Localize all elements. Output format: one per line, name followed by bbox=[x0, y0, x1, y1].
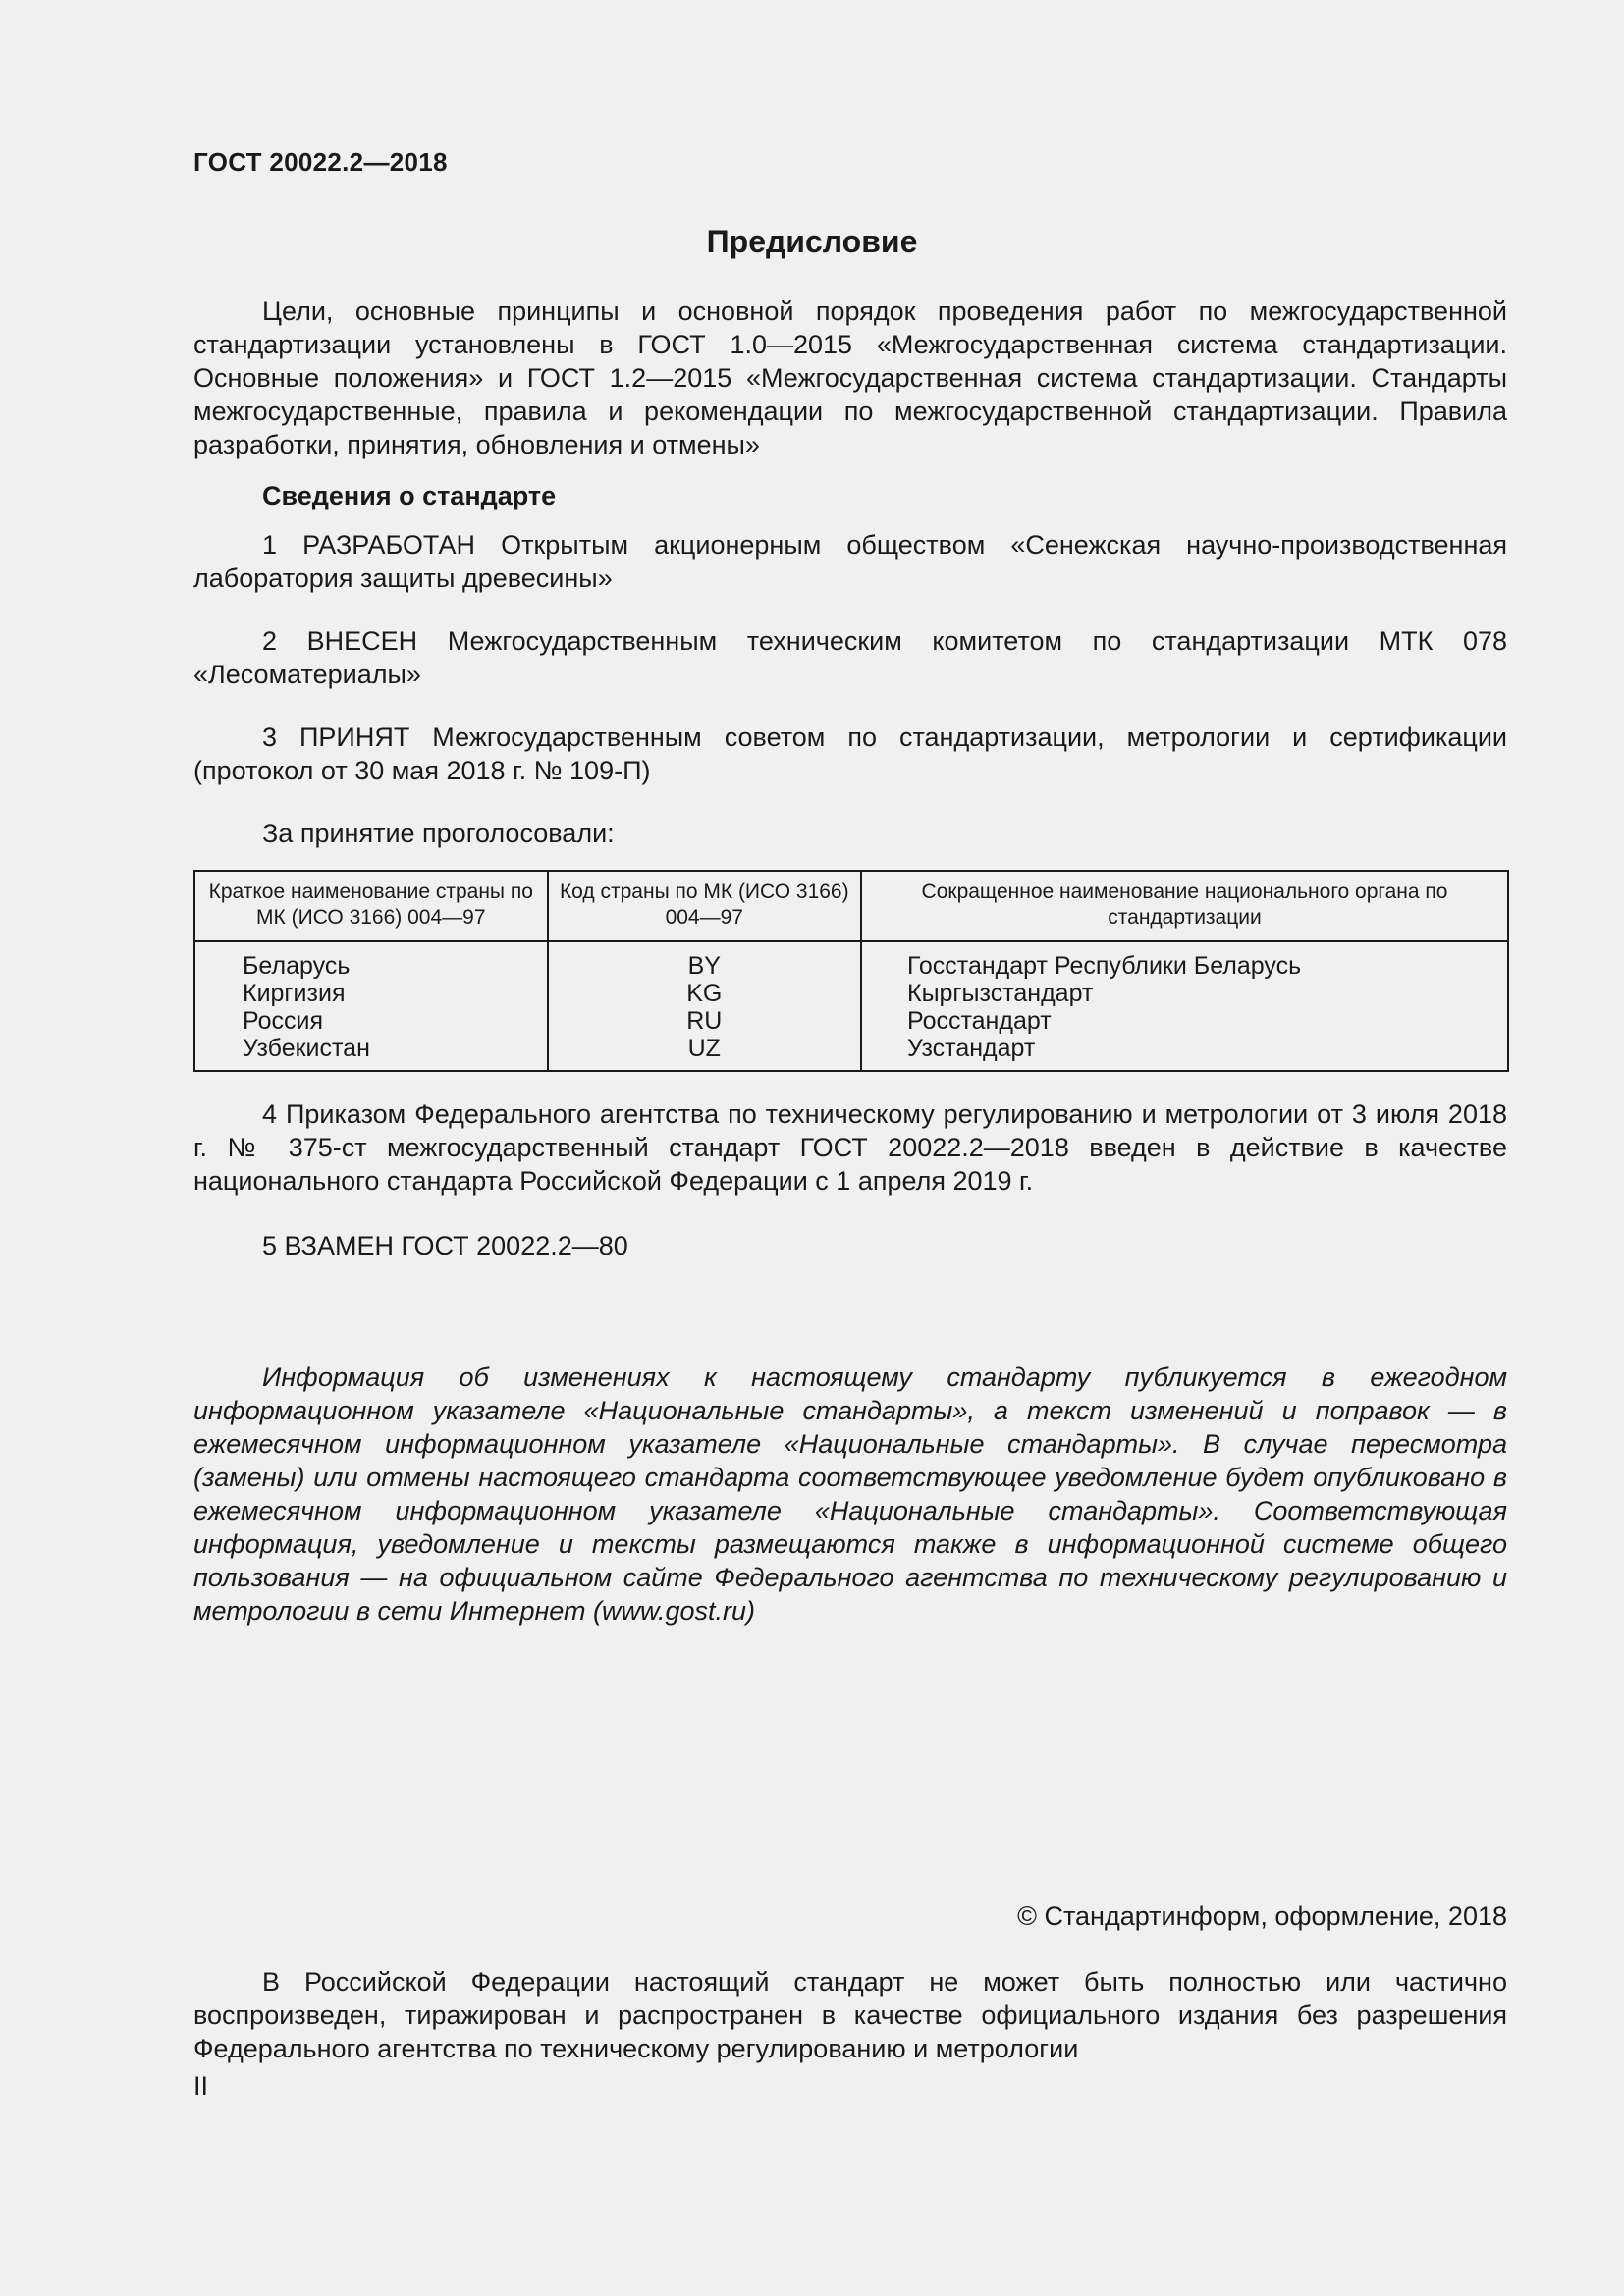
table-row bbox=[194, 941, 1508, 980]
votes-intro: За принятие проголосовали: bbox=[262, 819, 615, 848]
item-2-paragraph: 2 ВНЕСЕН Межгосударственным техническим комитетом по стандартизации МТК 078 «Лесоматериалы» bbox=[193, 626, 1507, 689]
table-row bbox=[194, 1035, 1508, 1071]
copyright-line: © Стандартинформ, оформление, 2018 bbox=[1017, 1901, 1507, 1931]
item-3-paragraph: 3 ПРИНЯТ Межгосударственным советом по стандартизации, метрологии и сертификации (протокол от 30 мая 2018 г. № 109-П) bbox=[193, 722, 1507, 785]
changes-notice: Информация об изменениях к настоящему стандарту публикуется в ежегодном информационном указателе «Национальные стандарты», а текст изменений и поправок — в ежемесячном информационном указателе «Национальные стандарты». В случае пересмотра (замены) или отмены настоящего стандарта соответствующее уведомление будет опубликовано в ежемесячном информационном указателе «Национальные стандарты». Соответствующая информация, уведомление и тексты размещаются также в информационной системе общего пользования — на официальном сайте Федерального агентства по техническому регулированию и метрологии в сети Интернет (www.gost.ru) bbox=[193, 1362, 1507, 1626]
code-cell: UZ bbox=[548, 1035, 861, 1071]
authority-cell: Кыргызстандарт bbox=[861, 980, 1508, 1007]
country-cell: Киргизия bbox=[194, 980, 548, 1007]
authority-cell: Росстандарт bbox=[861, 1007, 1508, 1035]
table-row bbox=[194, 980, 1508, 1007]
item-4-paragraph: 4 Приказом Федерального агентства по техническому регулированию и метрологии от 3 июля 2018 г. № 375-ст межгосударственный стандарт ГОСТ 20022.2—2018 введен в действие в качестве национального стандарта Российской Федерации с 1 апреля 2019 г. bbox=[193, 1099, 1507, 1196]
code-cell: RU bbox=[548, 1007, 861, 1035]
page-title: Предисловие bbox=[706, 224, 918, 259]
authority-cell: Узстандарт bbox=[861, 1035, 1508, 1071]
country-cell: Россия bbox=[194, 1007, 548, 1035]
intro-paragraph: Цели, основные принципы и основной порядок проведения работ по межгосударственной стандартизации установлены в ГОСТ 1.0—2015 «Межгосударственная система стандартизации. Основные положения» и ГОСТ 1.2—2015 «Межгосударственная система стандартизации. Стандарты межгосударственные, правила и рекомендации по межгосударственной стандартизации. Правила разработки, принятия, обновления и отмены» bbox=[193, 296, 1507, 459]
country-cell: Узбекистан bbox=[194, 1035, 548, 1071]
country-cell: Беларусь bbox=[194, 941, 548, 980]
table-header-row bbox=[194, 871, 1508, 941]
code-cell: BY bbox=[548, 941, 861, 980]
reproduction-notice: В Российской Федерации настоящий стандарт не может быть полностью или частично воспроизведен, тиражирован и распространен в качестве официального издания без разрешения Федерального агентства по техническому регулированию и метрологии bbox=[193, 1967, 1507, 2063]
column-header-code: Код страны по МК (ИСО 3166) 004—97 bbox=[548, 871, 861, 941]
code-cell: KG bbox=[548, 980, 861, 1007]
item-5-paragraph: 5 ВЗАМЕН ГОСТ 20022.2—80 bbox=[262, 1231, 628, 1260]
votes-table bbox=[193, 870, 1509, 1072]
column-header-country: Краткое наименование страны по МК (ИСО 3166) 004—97 bbox=[194, 871, 548, 941]
page-number: II bbox=[193, 2071, 209, 2101]
authority-cell: Госстандарт Республики Беларусь bbox=[861, 941, 1508, 980]
table-row bbox=[194, 1007, 1508, 1035]
item-1-paragraph: 1 РАЗРАБОТАН Открытым акционерным обществом «Сенежская научно-производственная лаборатория защиты древесины» bbox=[193, 530, 1507, 593]
document-code: ГОСТ 20022.2—2018 bbox=[193, 147, 448, 177]
info-heading: Сведения о стандарте bbox=[262, 481, 557, 510]
column-header-authority: Сокращенное наименование национального органа по стандартизации bbox=[861, 871, 1508, 941]
